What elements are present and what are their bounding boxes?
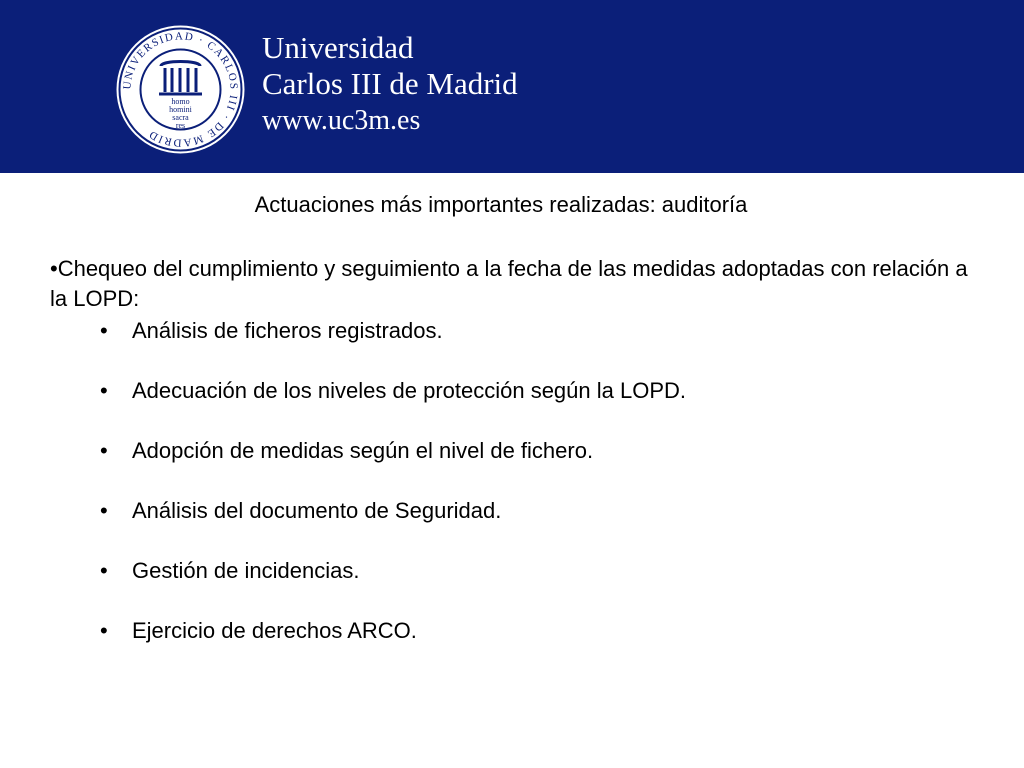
university-wordmark [262, 30, 518, 140]
seal-motto-line-3: sacra [172, 113, 189, 122]
bullet-text: Adopción de medidas según el nivel de fichero. [132, 438, 594, 463]
bullet-marker: • [100, 558, 108, 583]
header-banner [0, 0, 1024, 173]
bullet-text: Gestión de incidencias. [132, 558, 360, 583]
university-seal-logo [115, 24, 246, 155]
bullet-text: Análisis del documento de Seguridad. [132, 498, 502, 523]
intro-paragraph: •Chequeo del cumplimiento y seguimiento a la fecha de las medidas adoptadas con relación a la LOPD: [50, 256, 968, 311]
brand-name-line-1: Universidad [262, 30, 414, 65]
bullet-marker: • [100, 618, 108, 643]
bullet-marker: • [100, 438, 108, 463]
brand-url: www.uc3m.es [262, 105, 421, 136]
bullet-text: Análisis de ficheros registrados. [132, 318, 443, 343]
bullet-marker: • [100, 378, 108, 403]
bullet-marker: • [100, 318, 108, 343]
brand-name-line-2: Carlos III de Madrid [262, 66, 518, 101]
seal-motto-line-4: res [175, 121, 186, 130]
bullet-text: Ejercicio de derechos ARCO. [132, 618, 417, 643]
slide-content [0, 173, 1024, 768]
seal-ring-text: UNIVERSIDAD · CARLOS III · DE MADRID [121, 30, 240, 149]
bullet-text: Adecuación de los niveles de protección según la LOPD. [132, 378, 687, 403]
seal-motto-line-1: homo [171, 97, 190, 106]
seal-motto-line-2: homini [169, 105, 192, 114]
slide-title: Actuaciones más importantes realizadas: auditoría [254, 192, 748, 217]
bullet-marker: • [100, 498, 108, 523]
